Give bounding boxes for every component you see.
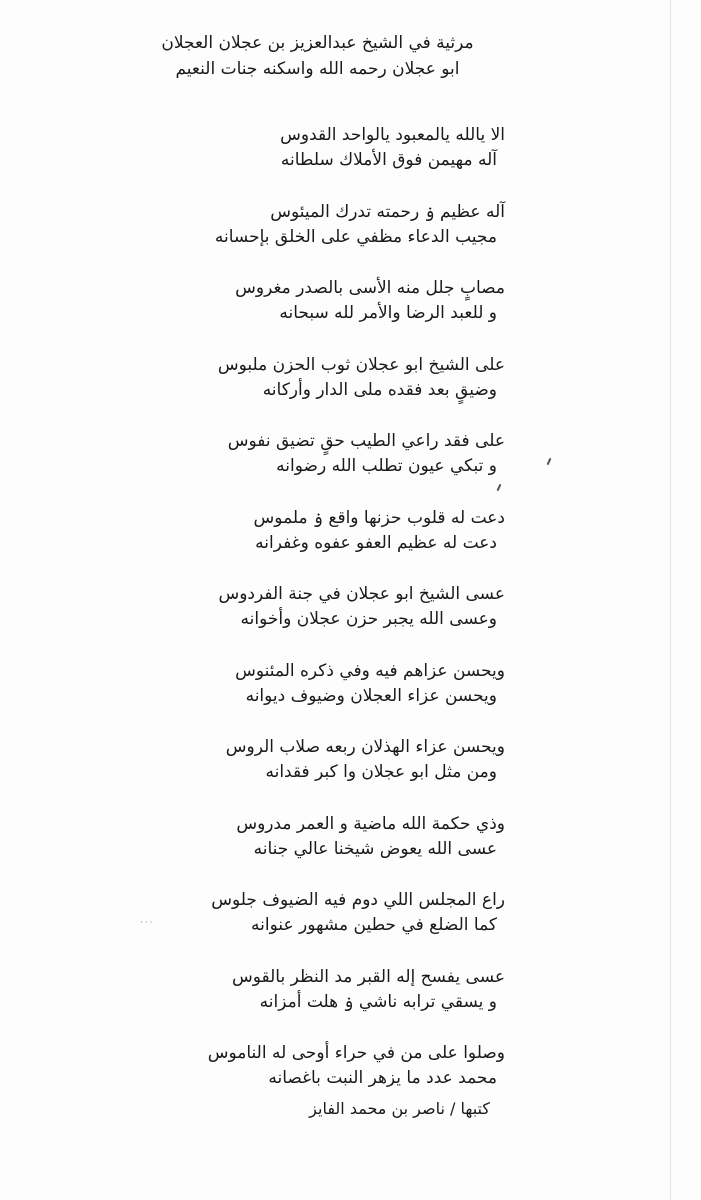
verse-first-line: آله عظيم ۏ رحمته تدرك الميئوس: [270, 201, 505, 222]
verse-second-line: محمد عدد ما يزهر النبت باغصانه: [268, 1068, 497, 1088]
verse: [160, 582, 505, 632]
verse: [160, 123, 505, 173]
verse-second-line: دعت له عظيم العفو عفوه وغفرانه: [255, 532, 497, 553]
scan-noise-dots: ·‧·: [140, 918, 155, 928]
verse-first-line: دعت له قلوب حزنها واقع ۏ ملموس: [253, 507, 505, 528]
verse-second-line: و تبكي عيون تطلب الله رضوانه: [276, 456, 497, 476]
verse-second-line: و يسقي ترابه ناشي ۏ هلت أمزانه: [259, 991, 497, 1012]
verse-second-line: وضيقٍ بعد فقده ملى الدار وأركانه: [262, 379, 497, 400]
document-header: [120, 30, 515, 82]
verse-second-line: وعسى الله يجبر حزن عجلان وأخوانه: [240, 609, 497, 629]
verse-first-line: وذي حكمة الله ماضية و العمر مدروس: [236, 813, 505, 834]
verse-second-line: عسى الله يعوض شيخنا عالي جنانه: [253, 838, 497, 859]
verse-first-line: ويحسن عزاهم فيه وفي ذكره المئنوس: [235, 660, 505, 681]
verse-second-line: و للعبد الرضا والأمر لله سبحانه: [279, 303, 497, 323]
verse: [160, 353, 505, 403]
verse: [160, 276, 505, 326]
verse-first-line: وصلوا على من في حراء أوحى له الناموس: [207, 1043, 505, 1063]
verse: [160, 659, 505, 709]
verse-second-line: كما الضلع في حطين مشهور عنوانه: [251, 915, 497, 935]
verse-first-line: على فقد راعي الطيب حقٍ تضيق نفوس: [227, 431, 505, 451]
author-signature: كتبها / ناصر بن محمد الفايز: [309, 1099, 490, 1118]
verse: [160, 965, 505, 1015]
verse: [160, 812, 505, 862]
scan-speck: [547, 458, 552, 465]
verse-first-line: الا يالله يالمعبود يالواحد القدوس: [280, 125, 505, 145]
verse: [160, 200, 505, 250]
verse: [160, 735, 505, 785]
verse-second-line: آله مهيمن فوق الأملاك سلطانه: [280, 150, 497, 170]
verse-first-line: راع المجلس اللي دوم فيه الضيوف جلوس: [211, 890, 505, 910]
verse-first-line: عسى يفسح إله القبر مد النظر بالقوس: [231, 966, 505, 987]
verse-first-line: مصابٍ جلل منه الأسى بالصدر مغروس: [235, 278, 505, 298]
verse-second-line: ومن مثل ابو عجلان وا كبر فقدانه: [265, 762, 497, 782]
verse-first-line: عسى الشيخ ابو عجلان في جنة الفردوس: [218, 584, 505, 604]
verse-second-line: ويحسن عزاء العجلان وضيوف ديوانه: [245, 685, 497, 706]
verse: [160, 1041, 505, 1091]
header-subtitle: ابو عجلان رحمه الله واسكنه جنات النعيم: [175, 59, 460, 79]
verse-second-line: مجيب الدعاء مظفي على الخلق بإحسانه: [214, 226, 497, 247]
verse: [160, 888, 505, 938]
verse-first-line: ويحسن عزاء الهذلان ربعه صلاب الروس: [225, 737, 505, 757]
scan-edge-line: [670, 0, 671, 1200]
verse: [160, 429, 505, 479]
poem-body: [160, 123, 505, 1118]
verse: [160, 506, 505, 556]
verse-first-line: على الشيخ ابو عجلان ثوب الحزن ملبوس: [217, 354, 505, 375]
header-title: مرثية في الشيخ عبدالعزيز بن عجلان العجلان: [161, 33, 474, 53]
